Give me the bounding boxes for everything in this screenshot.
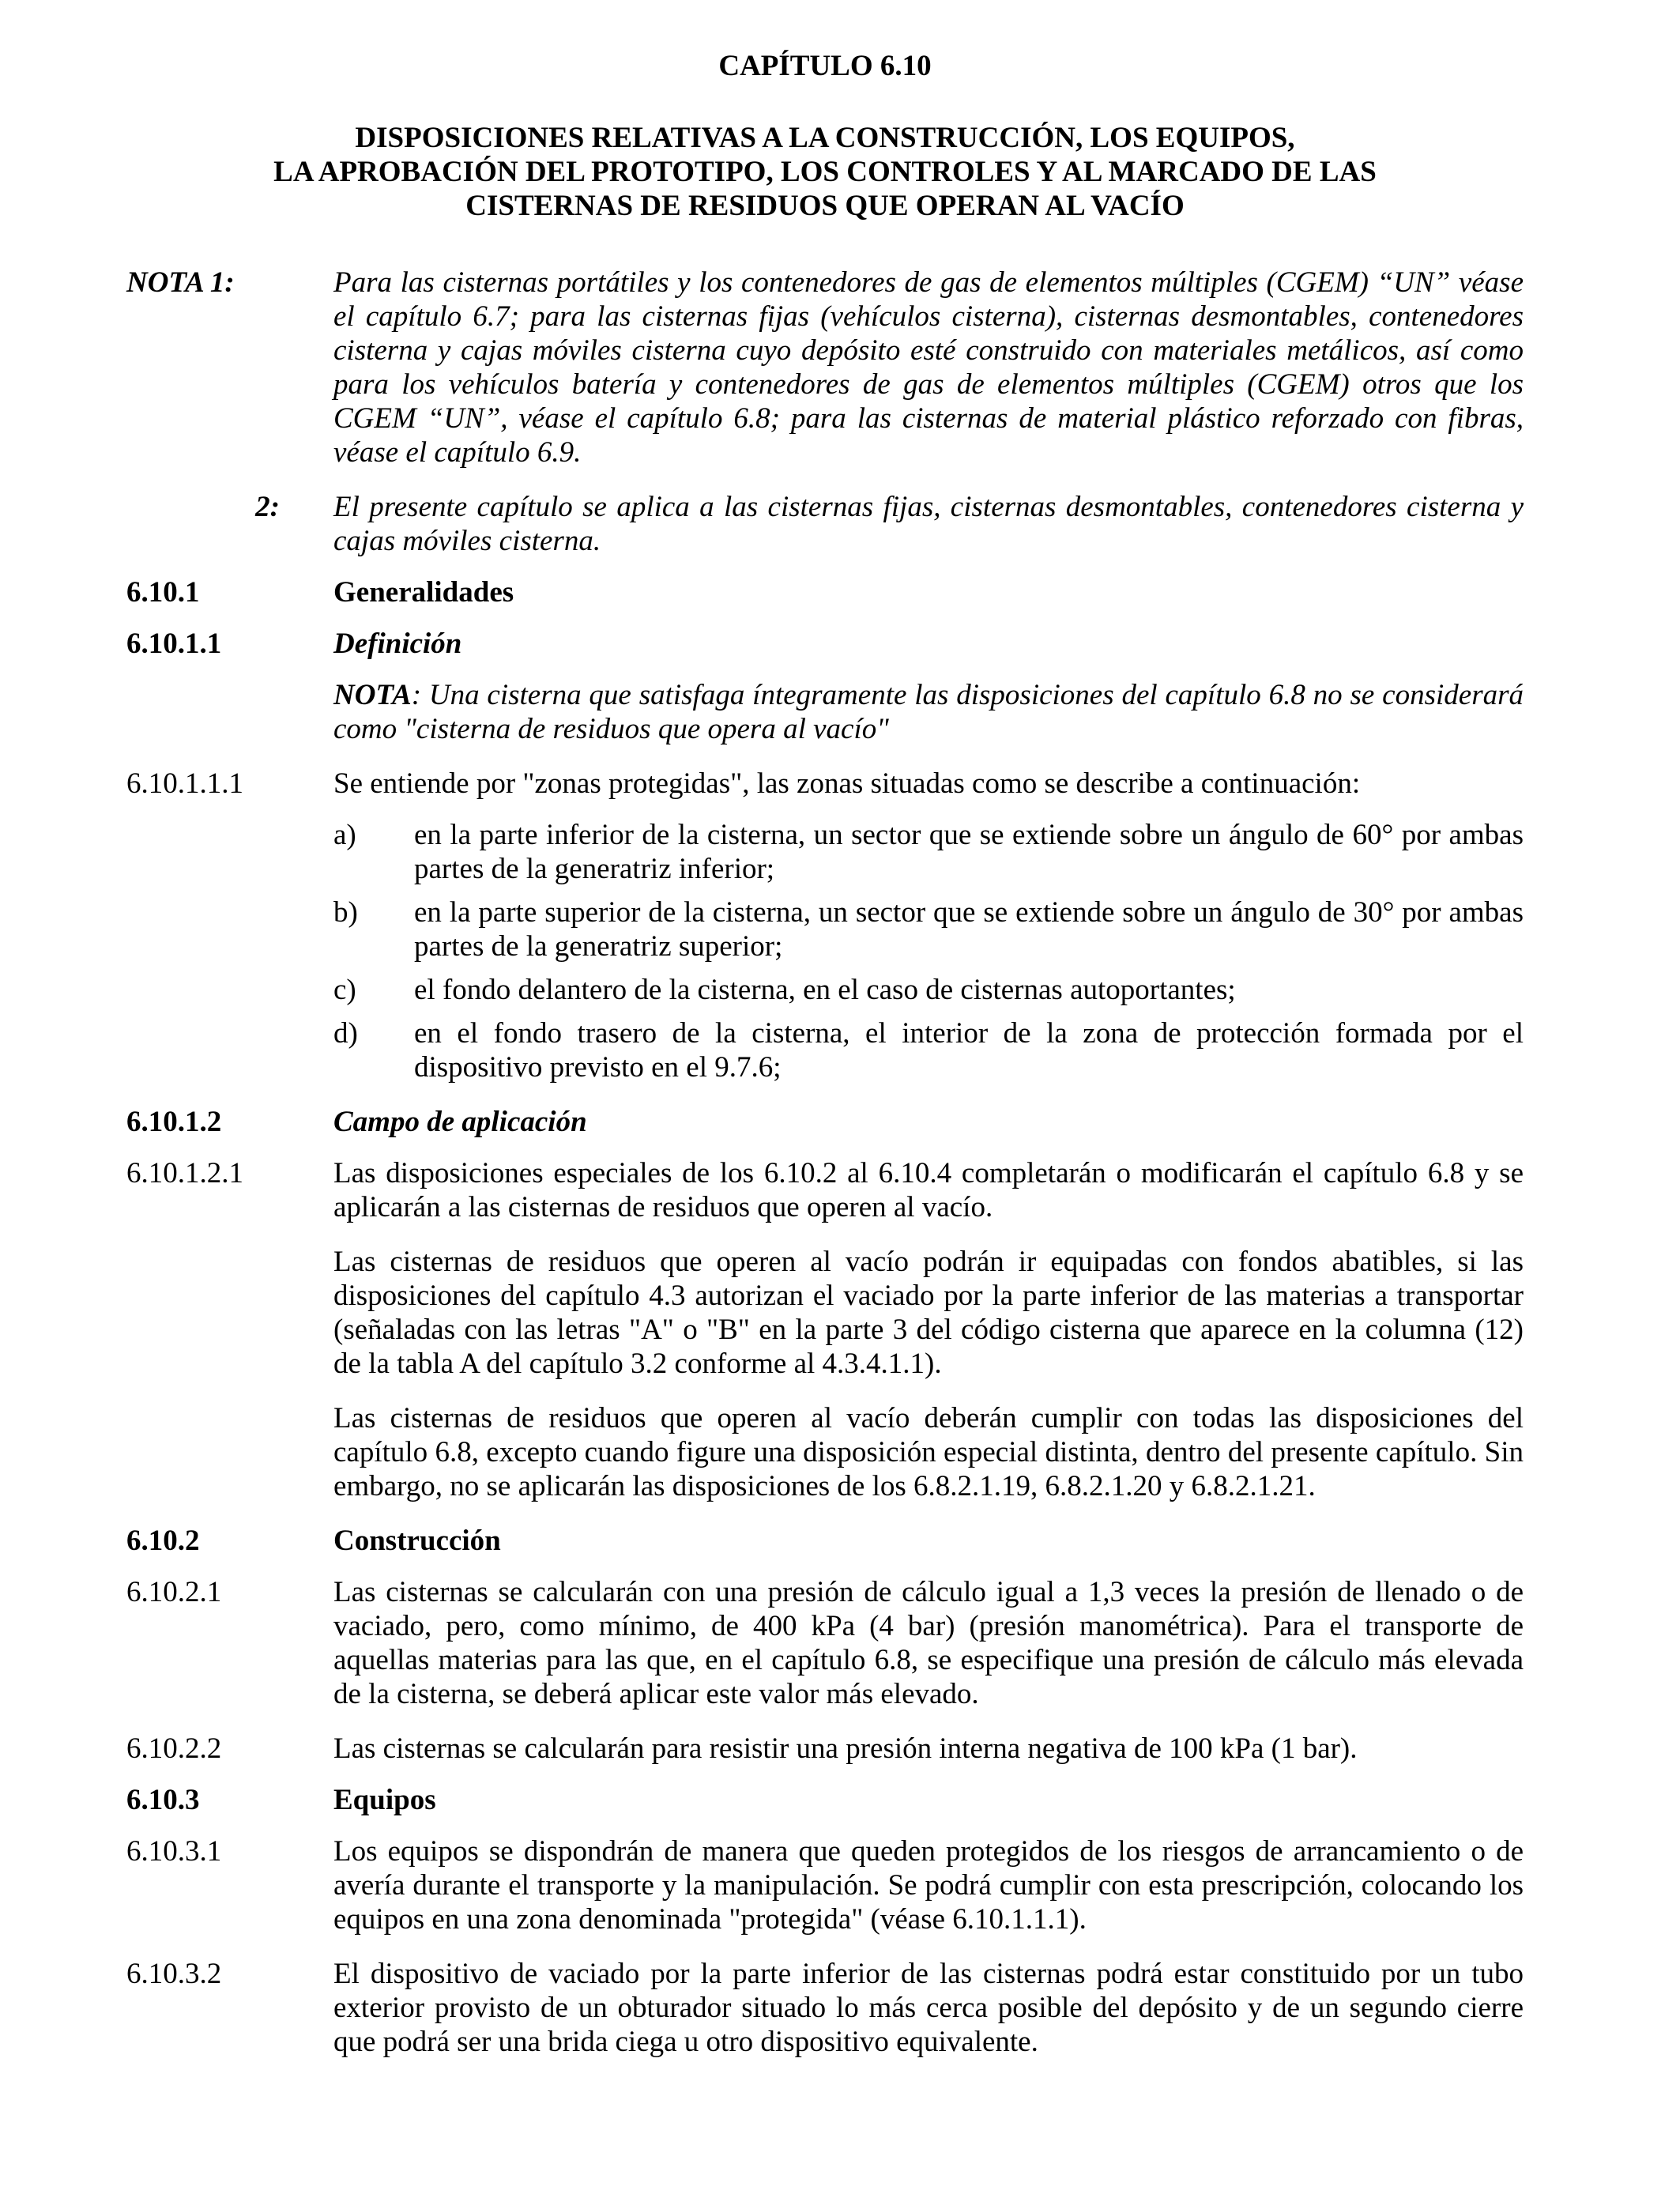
section-title: Campo de aplicación — [333, 1106, 587, 1138]
clause-number: 6.10.3.2 — [126, 1958, 222, 1990]
list-item — [333, 895, 1524, 963]
clause-text: Los equipos se dispondrán de manera que queden protegidos de los riesgos de arrancamiento o de avería durante el transporte y la manipulación. Se podrá cumplir con esta prescripción, colocando los equipos en una zona denominada "protegida" (véase 6.10.1.1.1). — [333, 1835, 1524, 1936]
document-page — [126, 49, 1524, 2079]
section-number: 6.10.1.1 — [126, 628, 222, 660]
clause-text: Las cisternas se calcularán para resistir una presión interna negativa de 100 kPa (1 bar). — [333, 1732, 1358, 1765]
section-number: 6.10.1 — [126, 576, 200, 609]
title-line-1: DISPOSICIONES RELATIVAS A LA CONSTRUCCIÓN, LOS EQUIPOS, — [355, 122, 1295, 154]
definition-note-label: NOTA — [333, 679, 412, 711]
note-1-text: Para las cisternas portátiles y los contenedores de gas de elementos múltiples (CGEM) “UN” véase el capítulo 6.7; para las cisternas fijas (vehículos cisterna), cisternas desmontables, contenedores cisterna y cajas móviles cisterna cuyo depósito esté construido con materiales metálicos, así como para los vehículos batería y contenedores de gas de elementos múltiples (CGEM) otros que los CGEM “UN”, véase el capítulo 6.8; para las cisternas de material plástico reforzado con fibras, véase el capítulo 6.9. — [333, 266, 1524, 469]
clause-text: Se entiende por "zonas protegidas", las zonas situadas como se describe a continuación: — [333, 767, 1361, 800]
clause-number: 6.10.1.2.1 — [126, 1157, 243, 1189]
note-2-text: El presente capítulo se aplica a las cisternas fijas, cisternas desmontables, contenedores cisterna y cajas móviles cisterna. — [333, 491, 1524, 557]
clause-number: 6.10.1.1.1 — [126, 767, 243, 800]
section-6-10-1-1 — [126, 627, 1524, 661]
chapter-title — [126, 121, 1524, 223]
section-6-10-2 — [126, 1524, 1524, 1558]
list-item-text: en el fondo trasero de la cisterna, el interior de la zona de protección formada por el dispositivo previsto en el 9.7.6; — [414, 1017, 1524, 1084]
clause-text: Las cisternas se calcularán con una presión de cálculo igual a 1,3 veces la presión de llenado o de vaciado, pero, como mínimo, de 400 kPa (4 bar) (presión manométrica). Para el transporte de aquellas materias para las que, en el capítulo 6.8, se especifique una presión de cálculo más elevada de la cisterna, se deberá aplicar este valor más elevado. — [333, 1576, 1524, 1710]
list-item-letter: a) — [333, 819, 356, 851]
section-6-10-3 — [126, 1783, 1524, 1817]
section-6-10-1 — [126, 575, 1524, 609]
protected-zones-list — [126, 818, 1524, 1084]
list-item-text: en la parte superior de la cisterna, un sector que se extiende sobre un ángulo de 30° por ambas partes de la generatriz superior; — [414, 896, 1524, 963]
clause-paragraph-2: Las cisternas de residuos que operen al vacío podrán ir equipadas con fondos abatibles, si las disposiciones del capítulo 4.3 autorizan el vaciado por la parte inferior de las materias a transportar (señaladas con las letras "A" o "B" en la parte 3 del código cisterna que aparece en la columna (12) de la tabla A del capítulo 3.2 conforme al 4.3.4.1.1). — [333, 1246, 1524, 1380]
clause-6-10-2-2 — [126, 1732, 1524, 1766]
note-2-label: 2: — [255, 491, 280, 523]
clause-number: 6.10.3.1 — [126, 1835, 222, 1868]
note-1-label: NOTA 1: — [126, 266, 235, 299]
clause-number: 6.10.2.2 — [126, 1732, 222, 1765]
list-item-text: el fondo delantero de la cisterna, en el caso de cisternas autoportantes; — [414, 974, 1236, 1006]
section-6-10-1-2 — [126, 1105, 1524, 1139]
definition-note — [333, 678, 1524, 746]
clause-text: El dispositivo de vaciado por la parte inferior de las cisternas podrá estar constituido por un tubo exterior provisto de un obturador situado lo más cerca posible del depósito y de un segundo cierre que podrá ser una brida ciega u otro dispositivo equivalente. — [333, 1958, 1524, 2058]
title-line-2: LA APROBACIÓN DEL PROTOTIPO, LOS CONTROLES Y AL MARCADO DE LAS — [273, 156, 1377, 188]
definition-note-text: : Una cisterna que satisfaga íntegramente las disposiciones del capítulo 6.8 no se considerará como "cisterna de residuos que opera al vacío" — [333, 679, 1524, 745]
section-number: 6.10.1.2 — [126, 1106, 222, 1138]
clause-6-10-1-1-1 — [126, 767, 1524, 801]
clause-text: Las disposiciones especiales de los 6.10.2 al 6.10.4 completarán o modificarán el capítulo 6.8 y se aplicarán a las cisternas de residuos que operen al vacío. — [333, 1157, 1524, 1223]
section-title: Construcción — [333, 1525, 501, 1557]
list-item-letter: b) — [333, 896, 358, 929]
section-title: Equipos — [333, 1784, 436, 1816]
clause-6-10-1-2-1 — [126, 1156, 1524, 1224]
list-item-letter: d) — [333, 1017, 358, 1050]
list-item-text: en la parte inferior de la cisterna, un sector que se extiende sobre un ángulo de 60° por ambas partes de la generatriz inferior; — [414, 819, 1524, 885]
chapter-heading: CAPÍTULO 6.10 — [718, 50, 932, 82]
clause-6-10-2-1 — [126, 1575, 1524, 1711]
section-number: 6.10.3 — [126, 1784, 200, 1816]
list-item-letter: c) — [333, 974, 356, 1006]
section-number: 6.10.2 — [126, 1525, 200, 1557]
clause-6-10-3-2 — [126, 1957, 1524, 2059]
note-2 — [126, 490, 1524, 558]
section-title: Generalidades — [333, 576, 514, 609]
clause-number: 6.10.2.1 — [126, 1576, 222, 1608]
clause-6-10-3-1 — [126, 1834, 1524, 1936]
section-title: Definición — [333, 628, 462, 660]
title-line-3: CISTERNAS DE RESIDUOS QUE OPERAN AL VACÍO — [465, 190, 1185, 222]
list-item — [333, 1016, 1524, 1084]
clause-paragraph-3: Las cisternas de residuos que operen al vacío deberán cumplir con todas las disposiciones del capítulo 6.8, excepto cuando figure una disposición especial distinta, dentro del presente capítulo. Sin embargo, no se aplicarán las disposiciones de los 6.8.2.1.19, 6.8.2.1.20 y 6.8.2.1.21. — [333, 1402, 1524, 1502]
note-1 — [126, 266, 1524, 469]
list-item — [333, 973, 1524, 1007]
list-item — [333, 818, 1524, 886]
